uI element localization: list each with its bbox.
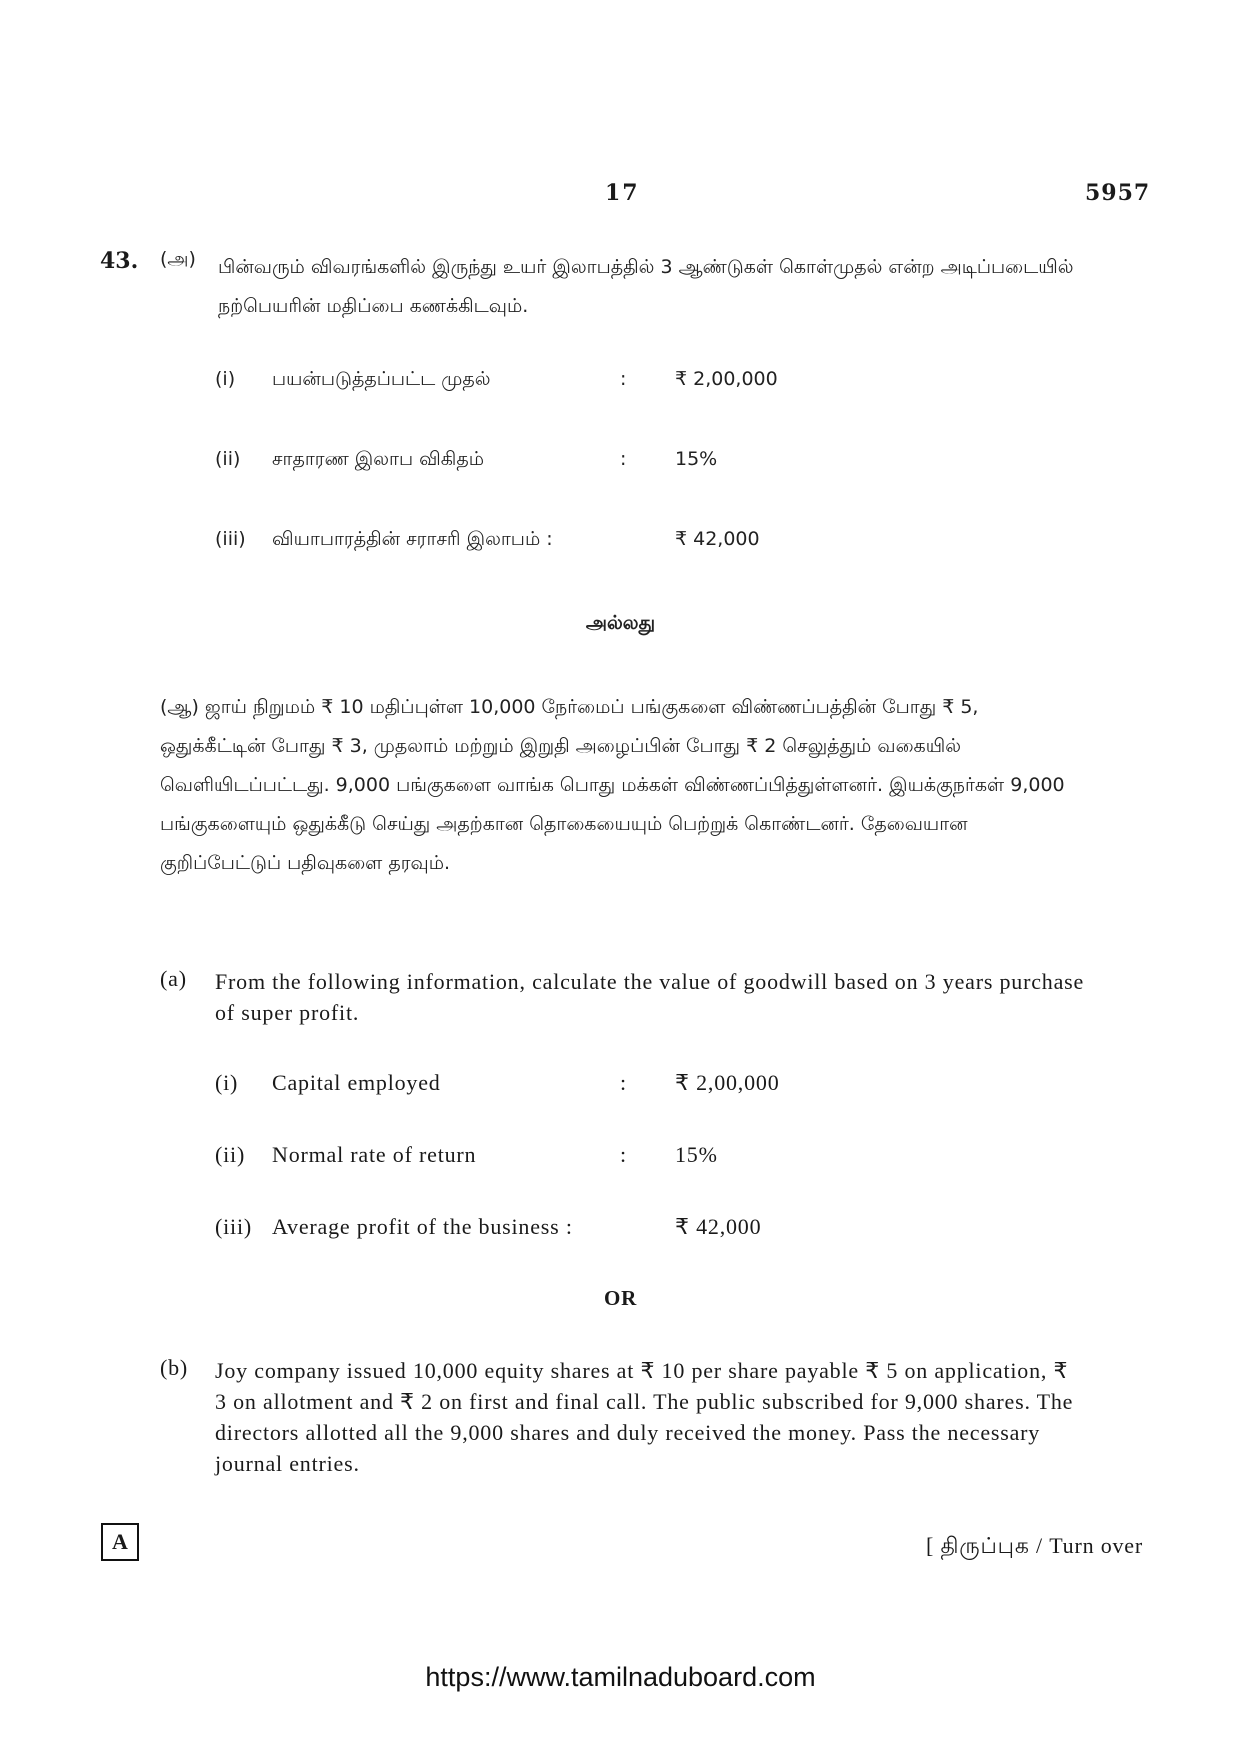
item-separator: : — [620, 1142, 627, 1167]
tamil-part-a-question: பின்வரும் விவரங்களில் இருந்து உயர் இலாபத்தில் 3 ஆண்டுகள் கொள்முதல் என்ற அடிப்படையில் நற்பெயரின் மதிப்பை கணக்கிடவும். — [218, 256, 1074, 317]
item-separator: : — [620, 1070, 627, 1095]
question-number: 43. — [100, 248, 139, 274]
item-number: (ii) — [215, 448, 241, 470]
item-number: (i) — [215, 1070, 239, 1095]
tamil-part-a-marker: (அ) — [160, 248, 196, 270]
item-number: (iii) — [215, 1214, 252, 1239]
paper-code: 5957 — [1085, 180, 1151, 206]
item-label: Capital employed — [272, 1070, 441, 1095]
tamil-item-2 — [0, 448, 1241, 478]
item-value: ₹ 42,000 — [675, 1214, 762, 1239]
tamil-item-3 — [0, 528, 1241, 558]
item-separator: : — [620, 448, 627, 470]
tamil-item-1 — [0, 368, 1241, 398]
english-part-b-question: Joy company issued 10,000 equity shares at ₹ 10 per share payable ₹ 5 on application, ₹ 3 on allotment and ₹ 2 on first and final call. The public subscribed for 9,000 shares. The directors allotted all the 9,000 shares and duly received the money. Pass the necessary journal entries. — [215, 1358, 1074, 1476]
tamil-part-b-question: (ஆ) ஜாய் நிறுமம் ₹ 10 மதிப்புள்ள 10,000 நேர்மைப் பங்குகளை விண்ணப்பத்தின் போது ₹ 5, ஒதுக்கீட்டின் போது ₹ 3, முதலாம் மற்றும் இறுதி அழைப்பின் போது ₹ 2 செலுத்தும் வகையில் வெளியிடப்பட்டது. 9,000 பங்குகளை வாங்க பொது மக்கள் விண்ணப்பித்துள்ளனர். இயக்குநர்கள் 9,000 பங்குகளையும் ஒதுக்கீடு செய்து அதற்கான தொகையையும் பெற்றுக் கொண்டனர். தேவையான குறிப்பேட்டுப் பதிவுகளை தரவும். — [160, 696, 1065, 874]
english-part-a-marker: (a) — [160, 966, 187, 991]
english-part-a-question: From the following information, calculate the value of goodwill based on 3 years purchase of super profit. — [215, 969, 1085, 1025]
item-value: ₹ 2,00,000 — [675, 368, 778, 390]
item-value: ₹ 2,00,000 — [675, 1070, 780, 1095]
item-value: 15% — [675, 448, 718, 470]
item-label: பயன்படுத்தப்பட்ட முதல் — [272, 368, 491, 390]
item-number: (i) — [215, 368, 236, 390]
item-value: ₹ 42,000 — [675, 528, 760, 550]
english-item-1 — [0, 1070, 1241, 1100]
page-number: 17 — [605, 180, 640, 206]
item-value: 15% — [675, 1142, 718, 1167]
english-item-2 — [0, 1142, 1241, 1172]
english-or-divider: OR — [603, 1286, 638, 1310]
item-label: Normal rate of return — [272, 1142, 477, 1167]
item-label: Average profit of the business : — [272, 1214, 573, 1239]
item-label: வியாபாரத்தின் சராசரி இலாபம் : — [272, 528, 553, 550]
english-part-b-marker: (b) — [160, 1355, 189, 1380]
tamil-or-divider: அல்லது — [585, 612, 656, 634]
item-label: சாதாரண இலாப விகிதம் — [272, 448, 484, 470]
item-number: (iii) — [215, 528, 246, 550]
english-item-3 — [0, 1214, 1241, 1244]
item-number: (ii) — [215, 1142, 246, 1167]
source-url[interactable]: https://www.tamilnaduboard.com — [425, 1662, 816, 1692]
item-separator: : — [620, 368, 627, 390]
turn-over-note: [ திருப்புக / Turn over — [926, 1533, 1143, 1558]
set-label-box: A — [101, 1523, 139, 1561]
